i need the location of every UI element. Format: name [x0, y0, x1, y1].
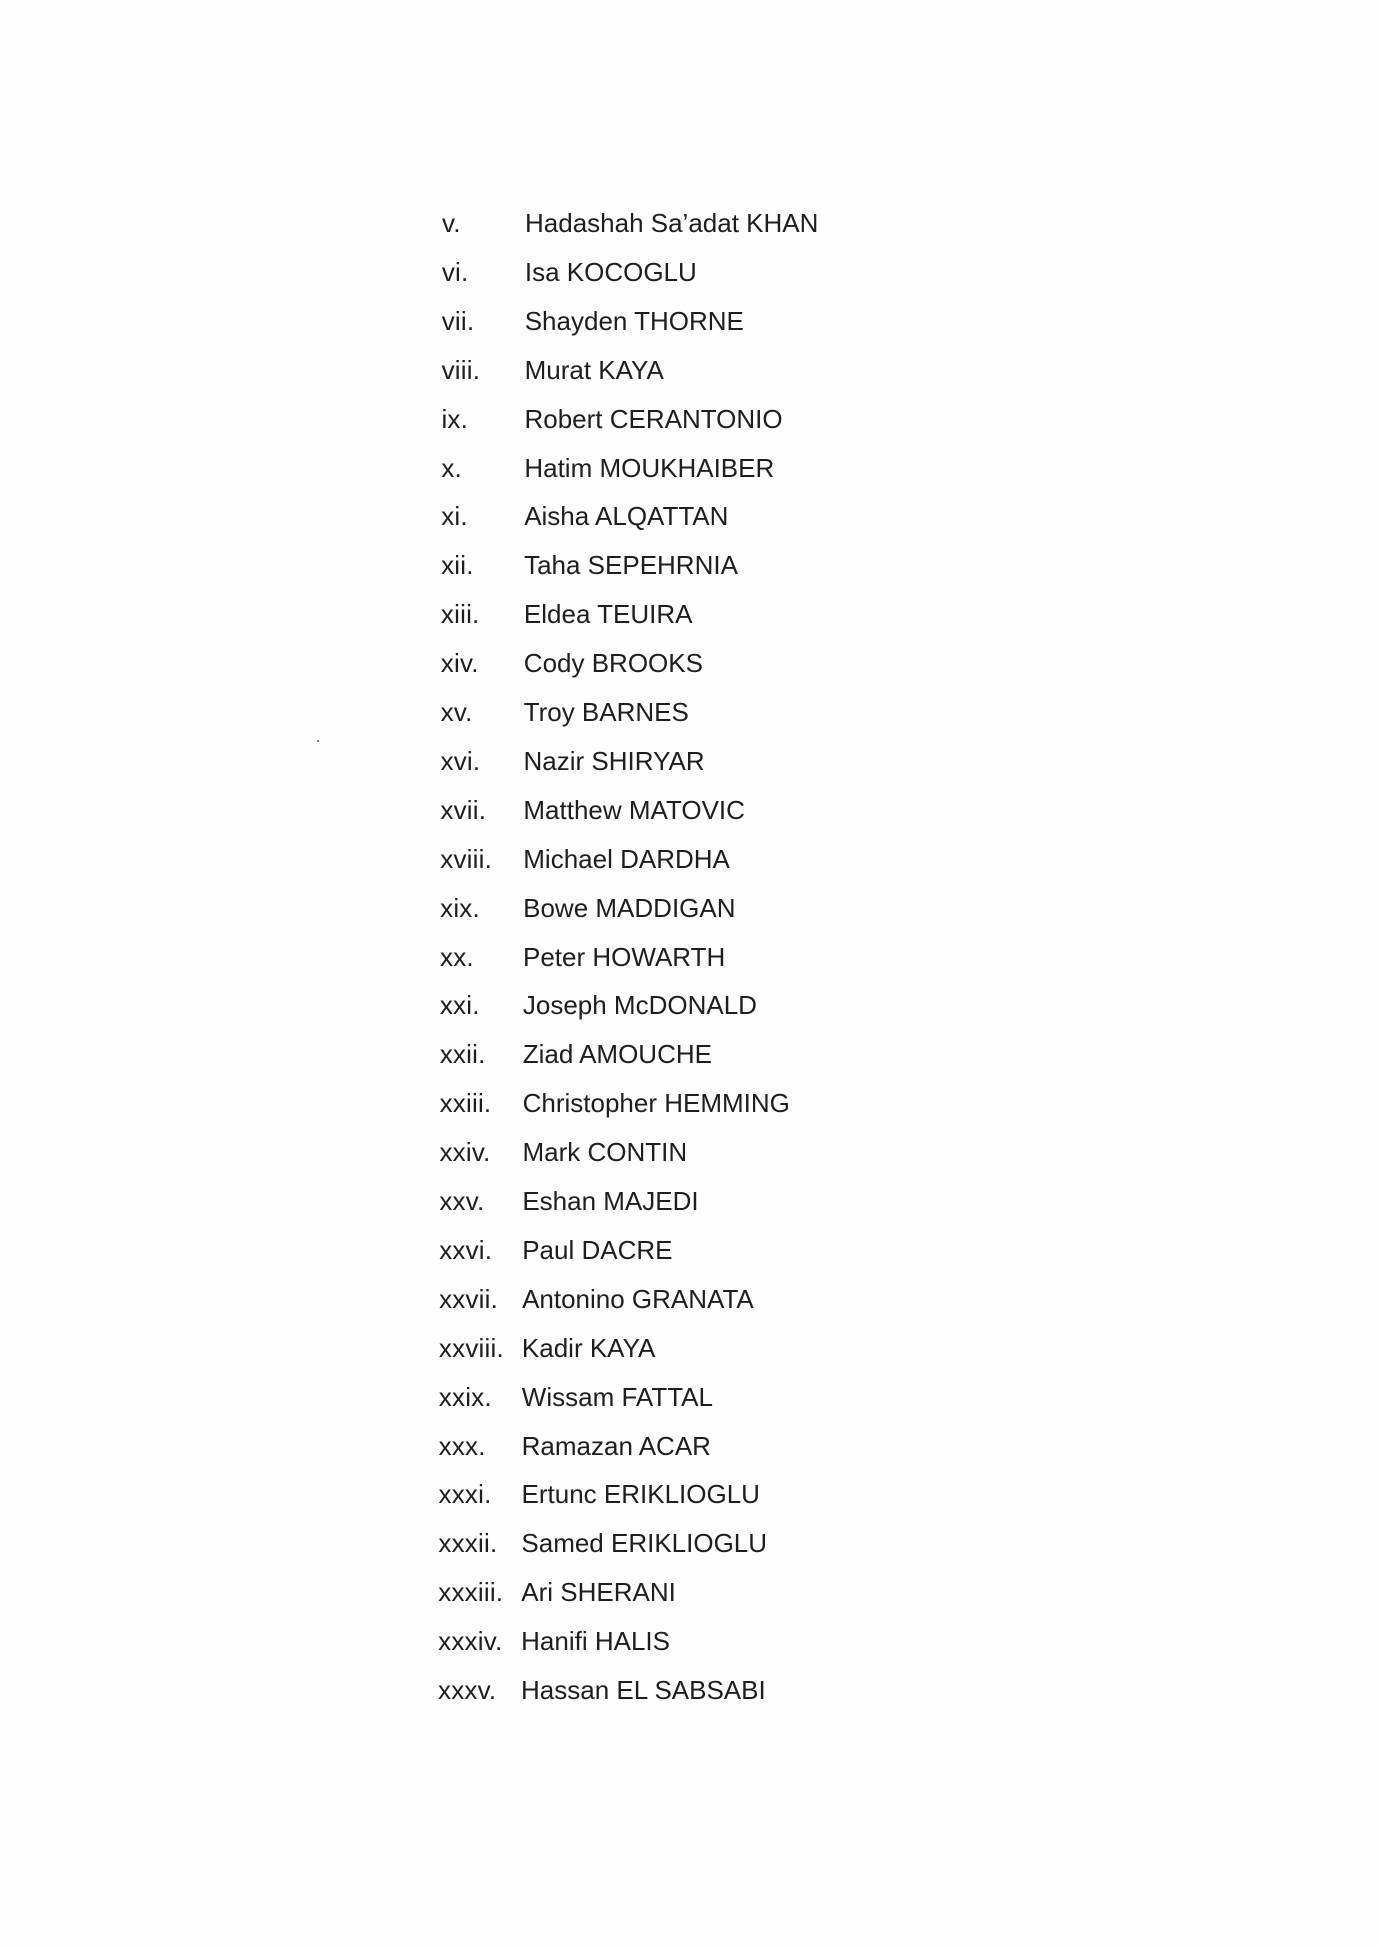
list-item-name: Peter HOWARTH [523, 941, 726, 972]
list-item-name: Kadir KAYA [521, 1332, 656, 1363]
list-item-numeral: xxvii. [439, 1283, 499, 1314]
list-item-name: Eshan MAJEDI [522, 1186, 699, 1216]
list-item-numeral: xix. [440, 892, 480, 923]
list-item-numeral: xxxiv. [438, 1626, 503, 1657]
list-item-numeral: ix. [441, 403, 469, 434]
list-item-numeral: xii. [441, 550, 474, 581]
list-item-name: Matthew MATOVIC [523, 794, 745, 825]
list-item-numeral: xv. [440, 697, 473, 727]
list-item-name: Troy BARNES [523, 697, 689, 727]
list-item-name: Christopher HEMMING [522, 1088, 790, 1119]
list-item-name: Hassan EL SABSABI [521, 1675, 766, 1705]
list-item-name: Isa KOCOGLU [524, 256, 697, 287]
list-item-numeral: xviii. [440, 843, 493, 874]
list-item-numeral: xxiv. [439, 1137, 491, 1168]
list-item-name: Ramazan ACAR [521, 1430, 711, 1461]
list-item-numeral: xx. [440, 941, 474, 972]
list-item-numeral: xvii. [440, 794, 487, 825]
list-item-numeral: xxix. [438, 1381, 492, 1412]
list-item-name: Robert CERANTONIO [524, 403, 783, 434]
list-item-name: Hatim MOUKHAIBER [524, 452, 775, 483]
list-item-numeral: xiii. [440, 599, 480, 630]
list-item-name: Samed ERIKLIOGLU [521, 1528, 768, 1559]
list-item-name: Bowe MADDIGAN [523, 892, 736, 923]
list-item-name: Cody BROOKS [523, 648, 703, 679]
list-item-name: Ari SHERANI [521, 1577, 676, 1608]
list-item-numeral: xiv. [440, 648, 479, 679]
list-item-name: Paul DACRE [522, 1234, 673, 1265]
list-item-name: Ertunc ERIKLIOGLU [521, 1479, 760, 1510]
list-item-numeral: vii. [441, 305, 475, 336]
list-item-name: Antonino GRANATA [522, 1283, 754, 1314]
list-item-numeral: xi. [441, 501, 468, 532]
list-item-numeral: xxvi. [439, 1234, 493, 1265]
list-item-numeral: xxii. [439, 1039, 486, 1070]
list-item-numeral: xxxi. [438, 1479, 492, 1510]
list-item-numeral: viii. [441, 354, 481, 385]
list-item-name: Nazir SHIRYAR [523, 745, 705, 776]
list-item-name: Joseph McDONALD [522, 990, 757, 1021]
list-item-numeral: v. [442, 208, 461, 238]
list-item-numeral: xxxiii. [438, 1577, 504, 1608]
list-item-numeral: xxviii. [438, 1332, 504, 1363]
list-item-name: Hanifi HALIS [521, 1626, 670, 1657]
list-item-name: Aisha ALQATTAN [524, 501, 729, 532]
list-item-numeral: xxi. [439, 990, 480, 1021]
list-item-numeral: xxxii. [438, 1528, 498, 1559]
list-item-numeral: vi. [441, 256, 469, 287]
list-item-name: Michael DARDHA [523, 843, 730, 874]
list-item-name: Ziad AMOUCHE [522, 1039, 712, 1070]
list-item-numeral: x. [441, 452, 462, 483]
list-item-name: Taha SEPEHRNIA [524, 550, 738, 581]
list-item-name: Shayden THORNE [524, 305, 744, 336]
list-item-numeral: xxv. [439, 1186, 485, 1216]
list-item-name: Wissam FATTAL [521, 1381, 713, 1412]
list-item-name: Hadashah Sa’adat KHAN [525, 208, 819, 238]
list-item-numeral: xxiii. [439, 1088, 492, 1119]
list-item-name: Mark CONTIN [522, 1137, 688, 1168]
list-item-name: Eldea TEUIRA [523, 599, 693, 630]
list-item-name: Murat KAYA [524, 354, 664, 385]
list-item-numeral: xvi. [440, 745, 481, 776]
list-item-numeral: xxxv. [438, 1675, 497, 1705]
list-item-numeral: xxx. [438, 1430, 486, 1461]
